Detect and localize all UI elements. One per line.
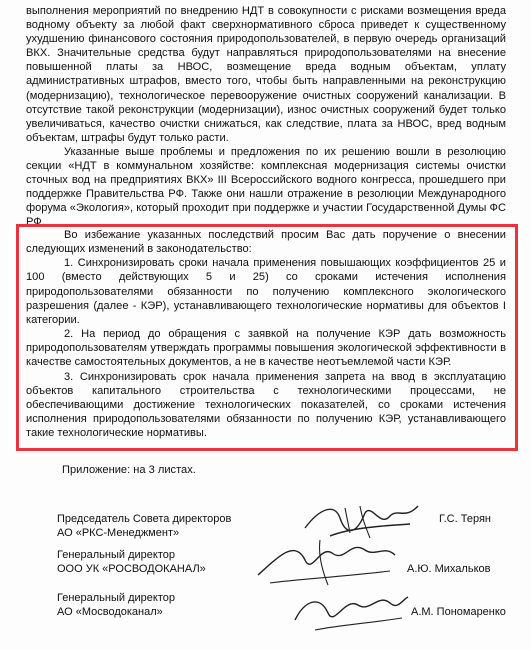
signatory-organization: АО «РКС-Менеджмент» xyxy=(57,527,180,539)
request-item-1: 1. Синхронизировать сроки начала применения повышающих коэффициентов 25 и 100 (вместо действующих 5 и 25) со сроками истечения исполнения природопользователями обязанности по получению комплексного экологического разрешения (далее - КЭР), устанавливающего технологические нормативы для объектов I категории. xyxy=(26,257,506,326)
signatory-position: Генеральный директор xyxy=(57,592,175,604)
signatory-title xyxy=(57,548,206,576)
signatory-name: А.Ю. Михальков xyxy=(407,563,491,575)
paragraph-consequences: выполнения мероприятий по внедрению НДТ в совокупности с рисками возмещения вреда водному объекту за любой факт сверхнормативного сброса приведет к существенному ухудшению финансового состояния природопользователей, в первую очередь организаций ВКХ. Значительные средства будут направляться природопользователями на внесение повышенной платы за НВОС, возмещение вреда водным объектам, уплату административных штрафов, вместо того, чтобы быть направленными на реконструкцию (модернизацию), технологическое перевооружение очистных сооружений канализации. В отсутствие такой реконструкции (модернизации), износ очистных сооружений будет только увеличиваться, качество очистки снижаться, как следствие, плата за НВОС, вред водным объектам, штрафы будут только расти. xyxy=(26,5,506,144)
request-block xyxy=(26,228,506,440)
request-item-3: 3. Синхронизировать срок начала применения запрета на ввод в эксплуатацию объектов капитального строительства с технологическими процессами, не обеспечивающими достижение технологических показателей, со сроками истечения исполнения природопользователями обязанности по получению КЭР, устанавливающего такие технологические нормативы. xyxy=(26,370,506,440)
signatory-title xyxy=(57,512,231,540)
request-item-2: 2. На период до обращения с заявкой на получение КЭР дать возможность природопользователям утверждать программы повышения экологической эффективности в качестве самостоятельных документов, а не в качестве неотъемлемой части КЭР. xyxy=(26,328,506,369)
attachment-note: Приложение: на 3 листах. xyxy=(62,464,196,476)
signatory-name: А.М. Пономаренко xyxy=(411,606,506,618)
signatory-position: Генеральный директор xyxy=(57,549,175,561)
signatory-organization: ООО УК «РОСВОДОКАНАЛ» xyxy=(57,563,206,575)
signatory-organization: АО «Мосводоканал» xyxy=(57,606,163,618)
request-intro: Во избежание указанных последствий просим Вас дать поручение о внесении следующих изменений в законодательство: xyxy=(26,229,506,256)
signatory-name: Г.С. Терян xyxy=(439,513,491,525)
signature-image xyxy=(290,585,410,635)
paragraph-resolutions: Указанные выше проблемы и предложения по их решению вошли в резолюцию секции «НДТ в коммунальном хозяйстве: комплексная модернизация системы очистки сточных вод на предприятиях ВКХ» III Всероссийского водного конгресса, прошедшего при поддержке Правительства РФ. Также они нашли отражение в резолюции Международного форума «Экология», который проходит при поддержке и участии Государственной Думы ФС РФ. xyxy=(26,145,506,229)
signatory-title xyxy=(57,591,175,619)
signatory-position: Председатель Совета директоров xyxy=(57,513,232,525)
body-text xyxy=(26,4,506,230)
signature-image xyxy=(250,535,400,590)
